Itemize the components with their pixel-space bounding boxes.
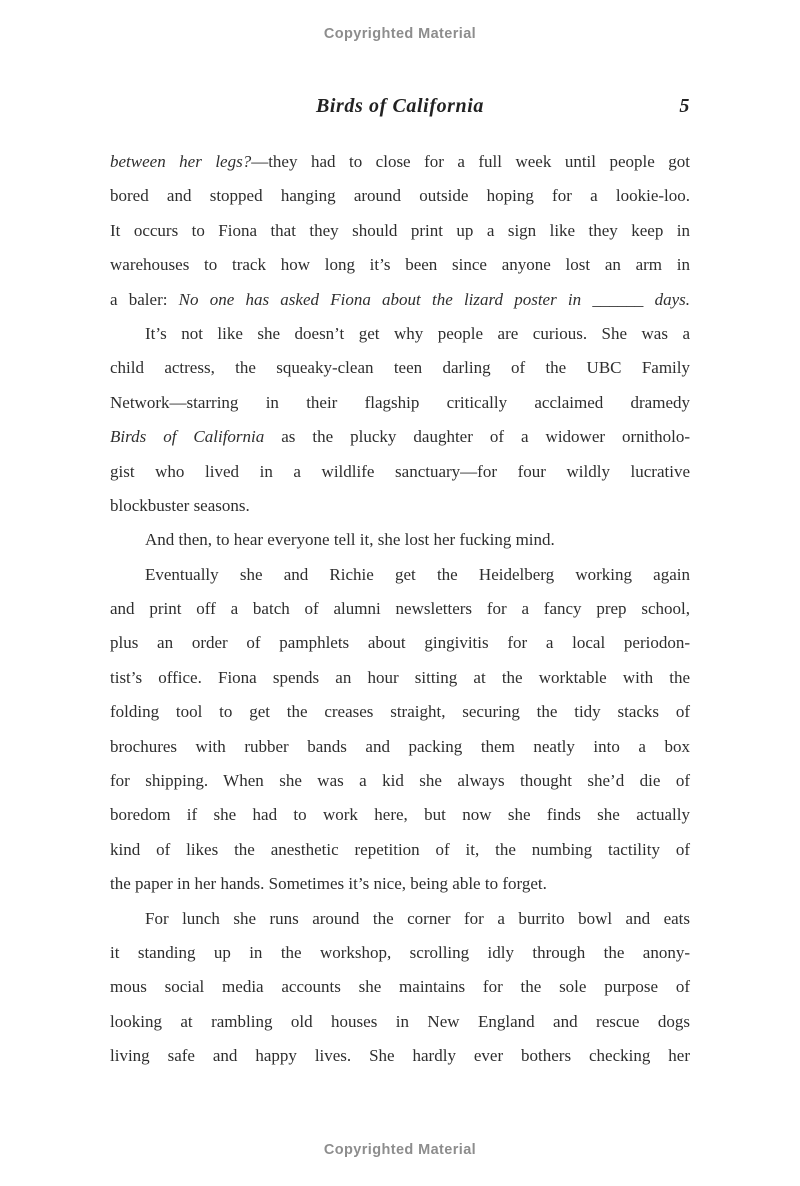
italic-text-run: between her legs? [110, 152, 252, 171]
copyright-watermark-bottom: Copyrighted Material [323, 1142, 477, 1158]
text-run: And then, to hear everyone tell it, she lost her fucking mind. [145, 530, 555, 550]
text-run: it standing up in the workshop, scrolling idly through the anony- [110, 942, 690, 962]
text-line [110, 145, 690, 179]
text-line [110, 592, 690, 626]
text-line [110, 317, 690, 351]
text-run: —they had to close for a full week until people got [251, 152, 690, 171]
text-run: and print off a batch of alumni newsletters for a fancy prep school, [110, 599, 690, 619]
text-run: For lunch she runs around the corner for a burrito bowl and eats [145, 908, 690, 928]
text-line [110, 214, 690, 248]
text-line [110, 455, 690, 489]
text-run: It occurs to Fiona that they should print up a sign like they keep in [110, 220, 690, 240]
running-header [110, 95, 690, 118]
text-run: bored and stopped hanging around outside hoping for a lookie-loo. [110, 186, 690, 206]
text-run: It’s not like she doesn’t get why people are curious. She was a [145, 323, 690, 343]
text-run: Network—starring in their flagship critically acclaimed dramedy [110, 392, 690, 412]
text-line [110, 1039, 690, 1073]
text-run: plus an order of pamphlets about gingivitis for a local periodon- [110, 633, 690, 653]
text-run: looking at rambling old houses in New England and rescue dogs [110, 1011, 690, 1031]
text-run: child actress, the squeaky-clean teen darling of the UBC Family [110, 358, 690, 378]
text-line [110, 283, 690, 317]
page-body [110, 145, 690, 1074]
copyright-watermark-top: Copyrighted Material [323, 26, 477, 42]
text-line [110, 867, 690, 901]
text-run: a baler: [110, 289, 179, 309]
text-run: blockbuster seasons. [110, 495, 250, 515]
text-line [110, 558, 690, 592]
text-line [110, 179, 690, 213]
text-line [110, 1005, 690, 1039]
text-run: warehouses to track how long it’s been since anyone lost an arm in [110, 255, 690, 275]
text-line [110, 970, 690, 1004]
italic-text-run: No one has asked Fiona about the lizard poster in ______ days. [178, 289, 690, 309]
text-run: mous social media accounts she maintains for the sole purpose of [110, 977, 690, 997]
text-line [110, 902, 690, 936]
text-run: as the plucky daughter of a widower ornitholo- [264, 427, 691, 447]
text-run: brochures with rubber bands and packing them neatly into a box [110, 736, 690, 756]
text-line [110, 936, 690, 970]
text-run: Eventually she and Richie get the Heidelberg working again [145, 564, 690, 584]
running-header-title: Birds of California [315, 95, 485, 117]
text-run: tist’s office. Fiona spends an hour sitting at the worktable with the [110, 667, 690, 687]
text-run: boredom if she had to work here, but now she finds she actually [110, 805, 690, 825]
text-line [110, 489, 690, 523]
italic-text-run: Birds of California [110, 427, 265, 447]
text-run: kind of likes the anesthetic repetition of it, the numbing tactility of [110, 839, 690, 859]
text-line [110, 351, 690, 385]
text-line [110, 386, 690, 420]
text-line [110, 764, 690, 798]
text-line [110, 833, 690, 867]
text-run: living safe and happy lives. She hardly ever bothers checking her [110, 1046, 690, 1066]
text-line [110, 626, 690, 660]
text-line [110, 695, 690, 729]
text-line [110, 523, 690, 557]
text-run: the paper in her hands. Sometimes it’s nice, being able to forget. [110, 874, 547, 894]
text-line [110, 730, 690, 764]
text-run: for shipping. When she was a kid she always thought she’d die of [110, 771, 690, 791]
text-line [110, 798, 690, 832]
page-number: 5 [679, 95, 690, 117]
text-line [110, 420, 690, 454]
text-line [110, 661, 690, 695]
text-run: folding tool to get the creases straight, securing the tidy stacks of [110, 702, 690, 722]
text-run: gist who lived in a wildlife sanctuary—for four wildly lucrative [110, 461, 690, 481]
text-line [110, 248, 690, 282]
